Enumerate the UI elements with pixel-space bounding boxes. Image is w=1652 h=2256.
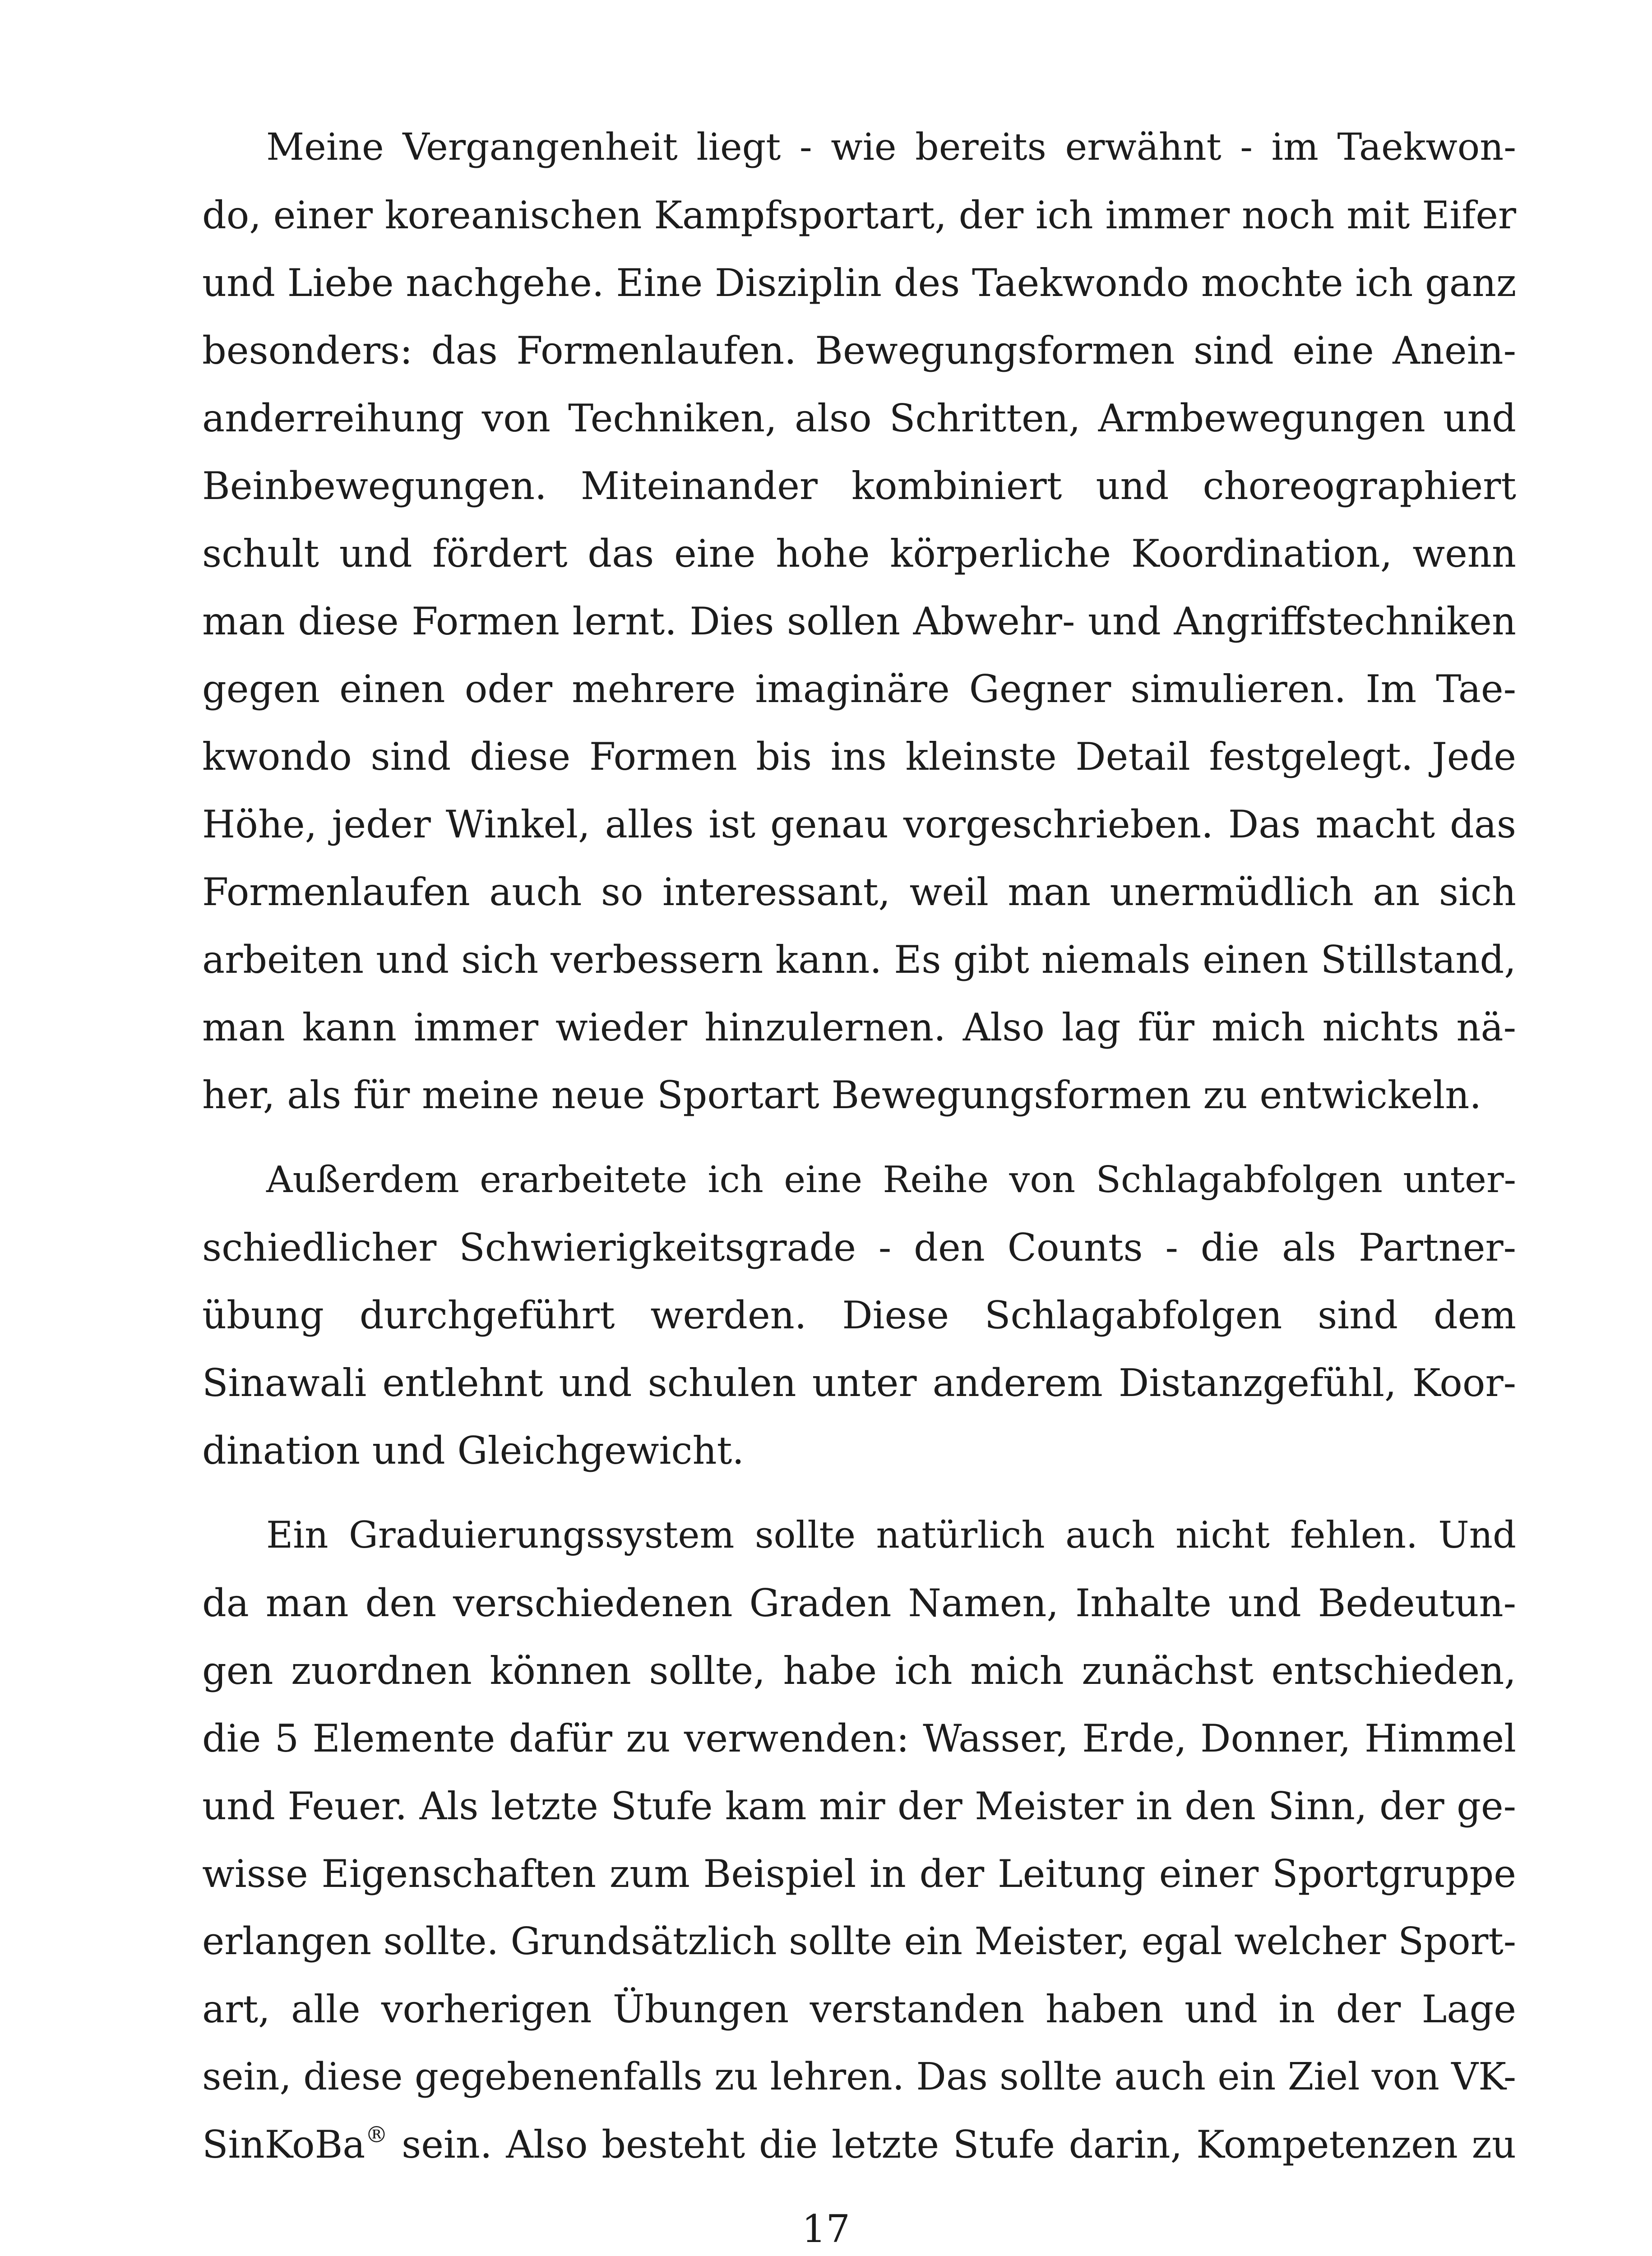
text-line: Beinbewegungen. Miteinander kombiniert und choreographiert [202,464,1516,508]
page-number: 17 [802,2207,850,2251]
text-line: Sinawali entlehnt und schulen unter anderem Distanzgefühl, Koor- [202,1361,1516,1405]
line-continuation: sein. Also besteht die letzte Stufe darin, Kompetenzen zu [388,2122,1516,2167]
text-line: her, als für meine neue Sportart Bewegungsformen zu entwickeln. [202,1073,1482,1117]
text-line: schiedlicher Schwierigkeitsgrade - den Counts - die als Partner- [202,1225,1516,1270]
text-line: übung durchgeführt werden. Diese Schlagabfolgen sind dem [202,1293,1516,1337]
text-line: art, alle vorherigen Übungen verstanden haben und in der Lage [202,1987,1516,2031]
text-line: da man den verschiedenen Graden Namen, Inhalte und Bedeutun- [202,1581,1516,1625]
text-line: man kann immer wieder hinzulernen. Also lag für mich nichts nä- [202,1005,1516,1049]
text-line: Ein Graduierungssystem sollte natürlich auch nicht fehlen. Und [266,1514,1516,1557]
text-line: Formenlaufen auch so interessant, weil man unermüdlich an sich [202,870,1516,914]
text-line: man diese Formen lernt. Dies sollen Abwehr- und Angriffstechniken [202,599,1516,643]
paragraph-2 [202,1146,1516,1484]
text-line: Außerdem erarbeitete ich eine Reihe von Schlagabfolgen unter- [266,1159,1516,1201]
text-line: Höhe, jeder Winkel, alles ist genau vorgeschrieben. Das macht das [202,802,1516,846]
text-line: und Liebe nachgehe. Eine Disziplin des Taekwondo mochte ich ganz [202,261,1517,305]
text-line [202,2111,1516,2178]
text-line: dination und Gleichgewicht. [202,1428,745,1473]
text-line: arbeiten und sich verbessern kann. Es gibt niemals einen Stillstand, [202,938,1516,982]
text-line: schult und fördert das eine hohe körperliche Koordination, wenn [202,532,1516,576]
text-line: besonders: das Formenlaufen. Bewegungsformen sind eine Anein- [202,328,1516,373]
paragraph-3 [202,1502,1516,2178]
text-line: die 5 Elemente dafür zu verwenden: Wasser, Erde, Donner, Himmel [202,1716,1516,1761]
text-line: sein, diese gegebenenfalls zu lehren. Das sollte auch ein Ziel von VK- [202,2055,1517,2099]
text-line: und Feuer. Als letzte Stufe kam mir der Meister in den Sinn, der ge- [202,1784,1516,1828]
text-line: do, einer koreanischen Kampfsportart, der ich immer noch mit Eifer [202,193,1516,237]
body-text [202,114,1516,2196]
text-line: gen zuordnen können sollte, habe ich mich zunächst entschieden, [202,1649,1516,1693]
registered-mark: ® [365,2122,388,2148]
paragraph-1 [202,114,1516,1129]
text-line: kwondo sind diese Formen bis ins kleinste Detail festgelegt. Jede [202,735,1516,779]
text-line: gegen einen oder mehrere imaginäre Gegner simulieren. Im Tae- [202,667,1516,711]
text-line: Meine Vergangenheit liegt - wie bereits erwähnt - im Taekwon- [266,126,1516,169]
brand-name: SinKoBa [202,2122,366,2167]
text-line: anderreihung von Techniken, also Schritten, Armbewegungen und [202,396,1516,440]
text-line: wisse Eigenschaften zum Beispiel in der Leitung einer Sportgruppe [202,1852,1516,1896]
text-line: erlangen sollte. Grundsätzlich sollte ein Meister, egal welcher Sport- [202,1919,1516,1963]
